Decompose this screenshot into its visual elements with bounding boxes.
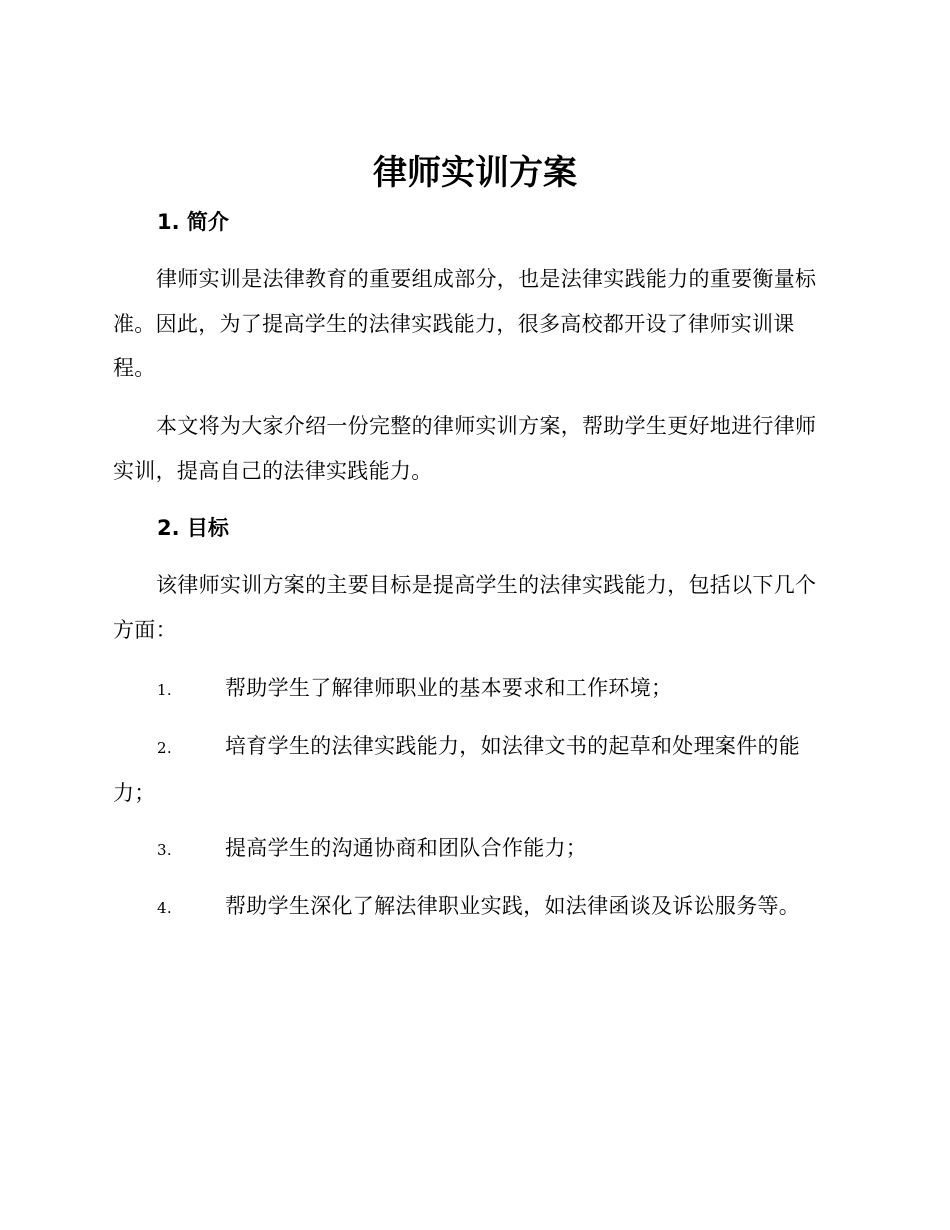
section-heading-intro: 1. 简介 (157, 210, 229, 234)
document-title: 律师实训方案 (373, 153, 577, 193)
list-item (113, 826, 833, 873)
intro-paragraph-1: 律师实训是法律教育的重要组成部分，也是法律实践能力的重要衡量标准。因此，为了提高学生的法律实践能力，很多高校都开设了律师实训课程。 (113, 267, 817, 380)
list-item-text: 帮助学生深化了解法律职业实践，如法律函谈及诉讼服务等。 (225, 894, 801, 918)
list-marker: 3. (157, 841, 172, 859)
intro-paragraph-2: 本文将为大家介绍一份完整的律师实训方案，帮助学生更好地进行律师实训，提高自己的法律实践能力。 (113, 414, 817, 483)
list-marker: 4. (157, 899, 172, 917)
list-item (113, 884, 833, 931)
list-item (113, 666, 833, 713)
goals-paragraph: 该律师实训方案的主要目标是提高学生的法律实践能力，包括以下几个方面： (113, 573, 817, 642)
list-marker: 1. (157, 681, 172, 699)
list-item-text: 提高学生的沟通协商和团队合作能力； (225, 836, 588, 860)
list-item-text: 帮助学生了解律师职业的基本要求和工作环境； (225, 676, 673, 700)
list-marker: 2. (157, 739, 172, 757)
list-item (113, 724, 833, 815)
list-item-text: 培育学生的法律实践能力，如法律文书的起草和处理案件的能力； (113, 734, 801, 805)
section-heading-goals: 2. 目标 (157, 516, 229, 540)
